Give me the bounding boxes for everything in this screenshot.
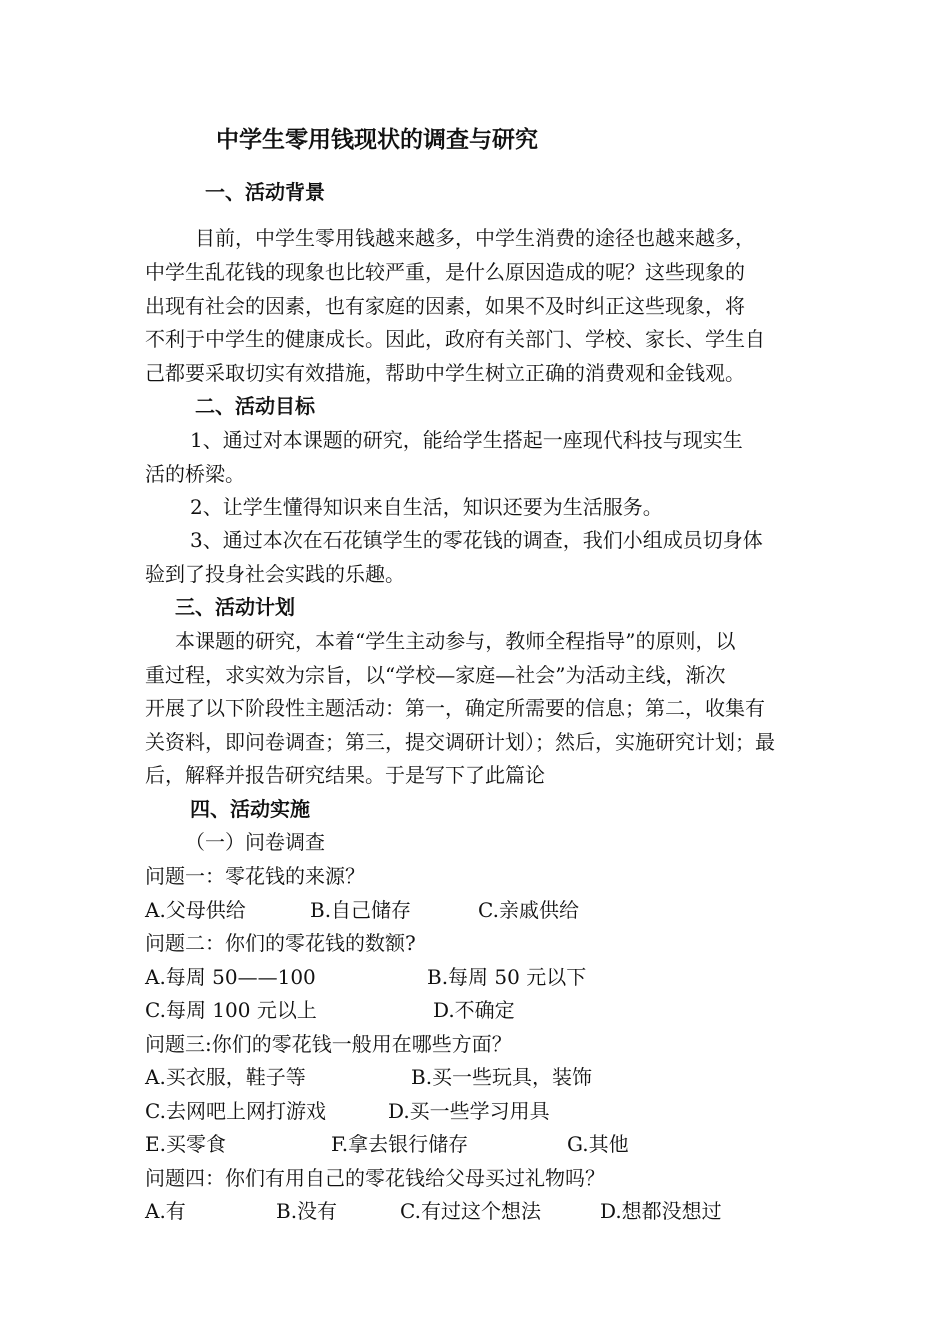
answer-option: D.不确定 (433, 998, 515, 1022)
answer-option: A.买衣服，鞋子等 (145, 1065, 306, 1089)
question-text: 问题四：你们有用自己的零花钱给父母买过礼物吗？ (145, 1166, 605, 1190)
answer-option: E.买零食 (145, 1132, 226, 1156)
answer-option: A.每周 50——100 (145, 965, 316, 989)
question-text: 问题三:你们的零花钱一般用在哪些方面？ (145, 1032, 512, 1056)
question-text: 问题二：你们的零花钱的数额? (145, 931, 416, 955)
question-text: 问题一：零花钱的来源？ (145, 864, 365, 888)
subheading-questionnaire: （一）问卷调查 (185, 830, 325, 854)
answer-option: C.亲戚供给 (478, 898, 579, 922)
answer-option: D.买一些学习用具 (388, 1099, 550, 1123)
answer-option: A.父母供给 (145, 898, 246, 922)
answer-option: B.每周 50 元以下 (427, 965, 587, 989)
paragraph-line: 关资料，即问卷调查；第三，提交调研计划）；然后，实施研究计划；最 (145, 730, 775, 754)
document-title: 中学生零用钱现状的调查与研究 (216, 127, 538, 153)
paragraph-line: 后，解释并报告研究结果。于是写下了此篇论 (145, 763, 545, 787)
answer-option: A.有 (145, 1199, 186, 1223)
paragraph-line: 不利于中学生的健康成长。因此，政府有关部门、学校、家长、学生自 (145, 327, 765, 351)
paragraph-line: 开展了以下阶段性主题活动：第一，确定所需要的信息；第二，收集有 (145, 696, 765, 720)
paragraph-line: 己都要采取切实有效措施，帮助中学生树立正确的消费观和金钱观。 (145, 361, 745, 385)
paragraph-line: 重过程，求实效为宗旨，以“学校—家庭—社会”为活动主线，渐次 (145, 663, 726, 687)
section-heading-plan: 三、活动计划 (175, 595, 295, 619)
paragraph-line: 验到了投身社会实践的乐趣。 (145, 562, 405, 586)
section-heading-goals: 二、活动目标 (195, 394, 315, 418)
answer-option: C.有过这个想法 (400, 1199, 541, 1223)
paragraph-line: 活的桥梁。 (145, 462, 245, 486)
answer-option: C.去网吧上网打游戏 (145, 1099, 326, 1123)
section-heading-background: 一、活动背景 (205, 180, 325, 204)
answer-option: D.想都没想过 (600, 1199, 722, 1223)
paragraph-line: 1、通过对本课题的研究，能给学生搭起一座现代科技与现实生 (190, 428, 743, 452)
paragraph-line: 出现有社会的因素，也有家庭的因素，如果不及时纠正这些现象，将 (145, 294, 745, 318)
section-heading-implementation: 四、活动实施 (190, 797, 310, 821)
paragraph-line: 目前，中学生零用钱越来越多，中学生消费的途径也越来越多， (195, 226, 755, 250)
paragraph-line: 中学生乱花钱的现象也比较严重，是什么原因造成的呢？这些现象的 (145, 260, 745, 284)
answer-option: F.拿去银行储存 (331, 1132, 469, 1156)
answer-option: B.买一些玩具，装饰 (411, 1065, 593, 1089)
answer-option: G.其他 (567, 1132, 629, 1156)
paragraph-line: 2、让学生懂得知识来自生活，知识还要为生活服务。 (190, 495, 663, 519)
answer-option: B.没有 (276, 1199, 338, 1223)
answer-option: B.自己储存 (310, 898, 412, 922)
paragraph-line: 本课题的研究，本着“学生主动参与，教师全程指导”的原则，以 (175, 629, 736, 653)
answer-option: C.每周 100 元以上 (145, 998, 317, 1022)
paragraph-line: 3、通过本次在石花镇学生的零花钱的调查，我们小组成员切身体 (190, 528, 763, 552)
